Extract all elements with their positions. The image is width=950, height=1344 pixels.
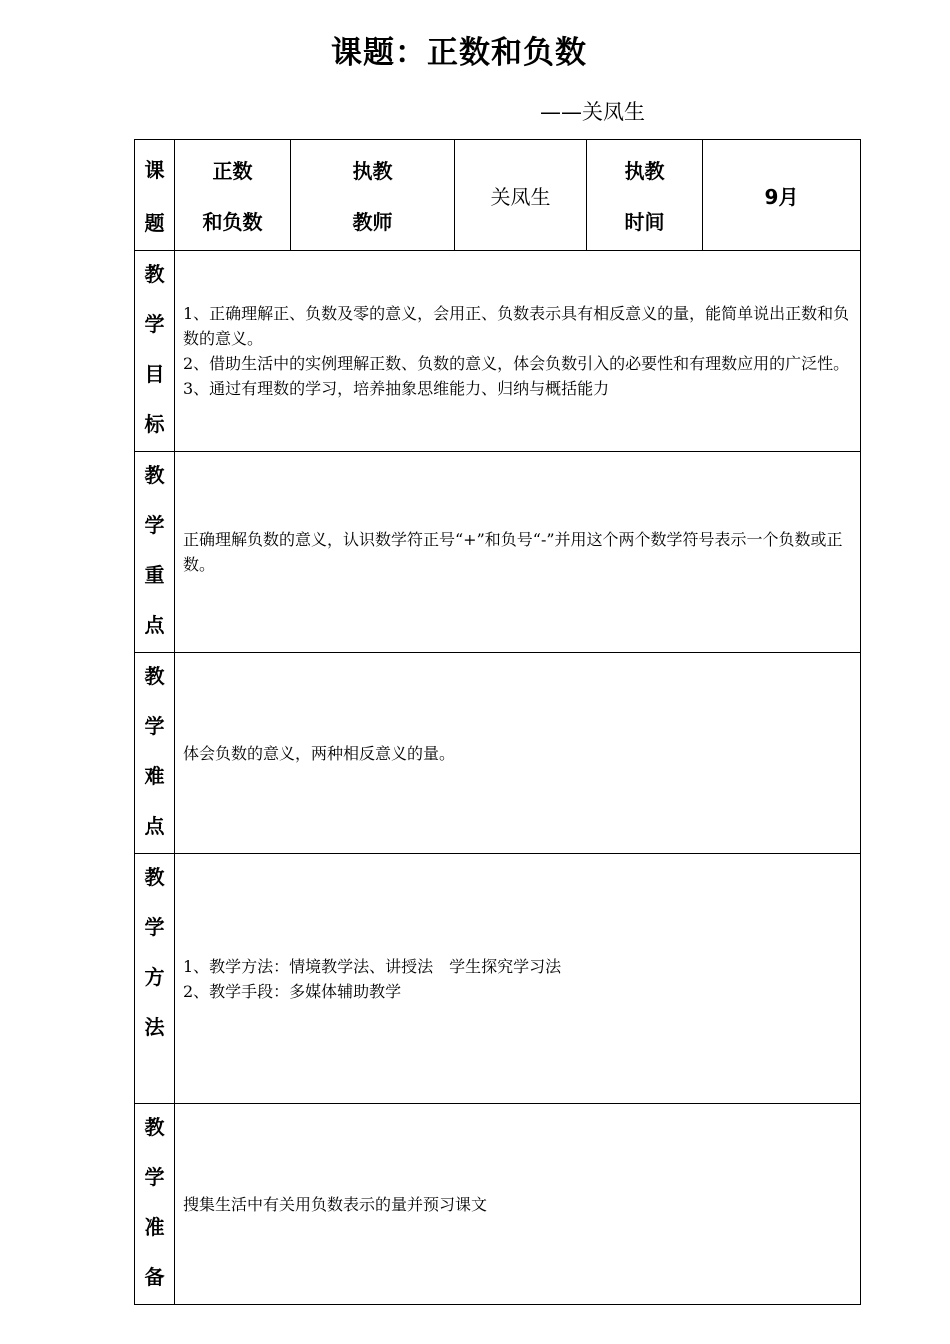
- label-char: 标: [144, 412, 165, 436]
- time-label-cell: [587, 140, 703, 251]
- label-char: 重: [144, 563, 165, 587]
- section-label-methods: [135, 854, 175, 1104]
- content-line: 2、教学手段：多媒体辅助教学: [183, 981, 402, 1001]
- label-char: 目: [144, 362, 165, 386]
- teacher-value-cell: 关凤生: [455, 140, 587, 251]
- section-content-difficulties: [175, 653, 861, 854]
- label-char: 学: [144, 1165, 165, 1189]
- content-line: 体会负数的意义，两种相反意义的量。: [183, 743, 456, 763]
- label-char: 教: [144, 262, 165, 286]
- label-char: 点: [144, 613, 165, 637]
- section-content-objectives: [175, 251, 861, 452]
- section-row-objectives: [135, 251, 861, 452]
- content-line: 1、正确理解正、负数及零的意义，会用正、负数表示具有相反意义的量，能简单说出正数和负数的意义。: [183, 304, 850, 348]
- document-title: 课题：正数和负数: [331, 35, 587, 71]
- label-char: 方: [144, 965, 165, 989]
- content-line: 1、教学方法：情境教学法、讲授法 学生探究学习法: [183, 956, 562, 976]
- content-line: 正确理解负数的意义，认识数学符正号“+”和负号“-”并用这个两个数学符号表示一个负数或正数。: [183, 530, 843, 574]
- content-line: 搜集生活中有关用负数表示的量并预习课文: [183, 1194, 488, 1214]
- time-value-cell: 9月: [703, 140, 861, 251]
- label-char: 难: [144, 764, 165, 788]
- label-char: 教: [144, 865, 165, 889]
- section-row-key-points: [135, 452, 861, 653]
- teacher-label-line-1: 执教: [352, 159, 393, 183]
- section-label-difficulties: [135, 653, 175, 854]
- label-char: 点: [144, 814, 165, 838]
- topic-value-line-1: 正数: [212, 159, 253, 183]
- time-label-line-1: 执教: [624, 159, 665, 183]
- content-line: 3、通过有理数的学习，培养抽象思维能力、归纳与概括能力: [183, 379, 610, 398]
- teacher-label-cell: [291, 140, 455, 251]
- label-char: 备: [144, 1265, 165, 1289]
- document-author: ——关凤生: [540, 100, 645, 124]
- label-char: 学: [144, 312, 165, 336]
- topic-label-line-2: 题: [144, 211, 165, 235]
- section-row-methods: [135, 854, 861, 1104]
- section-row-preparation: [135, 1104, 861, 1305]
- label-char: 教: [144, 463, 165, 487]
- label-char: 教: [144, 1115, 165, 1139]
- section-content-methods: [175, 854, 861, 1104]
- topic-label-cell: [135, 140, 175, 251]
- content-line: 2、借助生活中的实例理解正数、负数的意义，体会负数引入的必要性和有理数应用的广泛性。: [183, 354, 850, 373]
- label-char: 学: [144, 513, 165, 537]
- teacher-label-line-2: 教师: [352, 210, 393, 234]
- topic-value-line-2: 和负数: [202, 210, 263, 234]
- time-label-line-2: 时间: [624, 210, 665, 234]
- section-label-key-points: [135, 452, 175, 653]
- label-char: 准: [144, 1215, 165, 1239]
- section-label-objectives: [135, 251, 175, 452]
- section-content-preparation: [175, 1104, 861, 1305]
- label-char: 法: [144, 1015, 165, 1039]
- section-row-difficulties: [135, 653, 861, 854]
- label-char: 学: [144, 714, 165, 738]
- topic-label-line-1: 课: [144, 158, 165, 182]
- topic-value-cell: [175, 140, 291, 251]
- label-char: 教: [144, 664, 165, 688]
- section-label-preparation: [135, 1104, 175, 1305]
- section-content-key-points: [175, 452, 861, 653]
- label-char: 学: [144, 915, 165, 939]
- lesson-plan-table: [134, 139, 861, 1305]
- header-row: [135, 140, 861, 251]
